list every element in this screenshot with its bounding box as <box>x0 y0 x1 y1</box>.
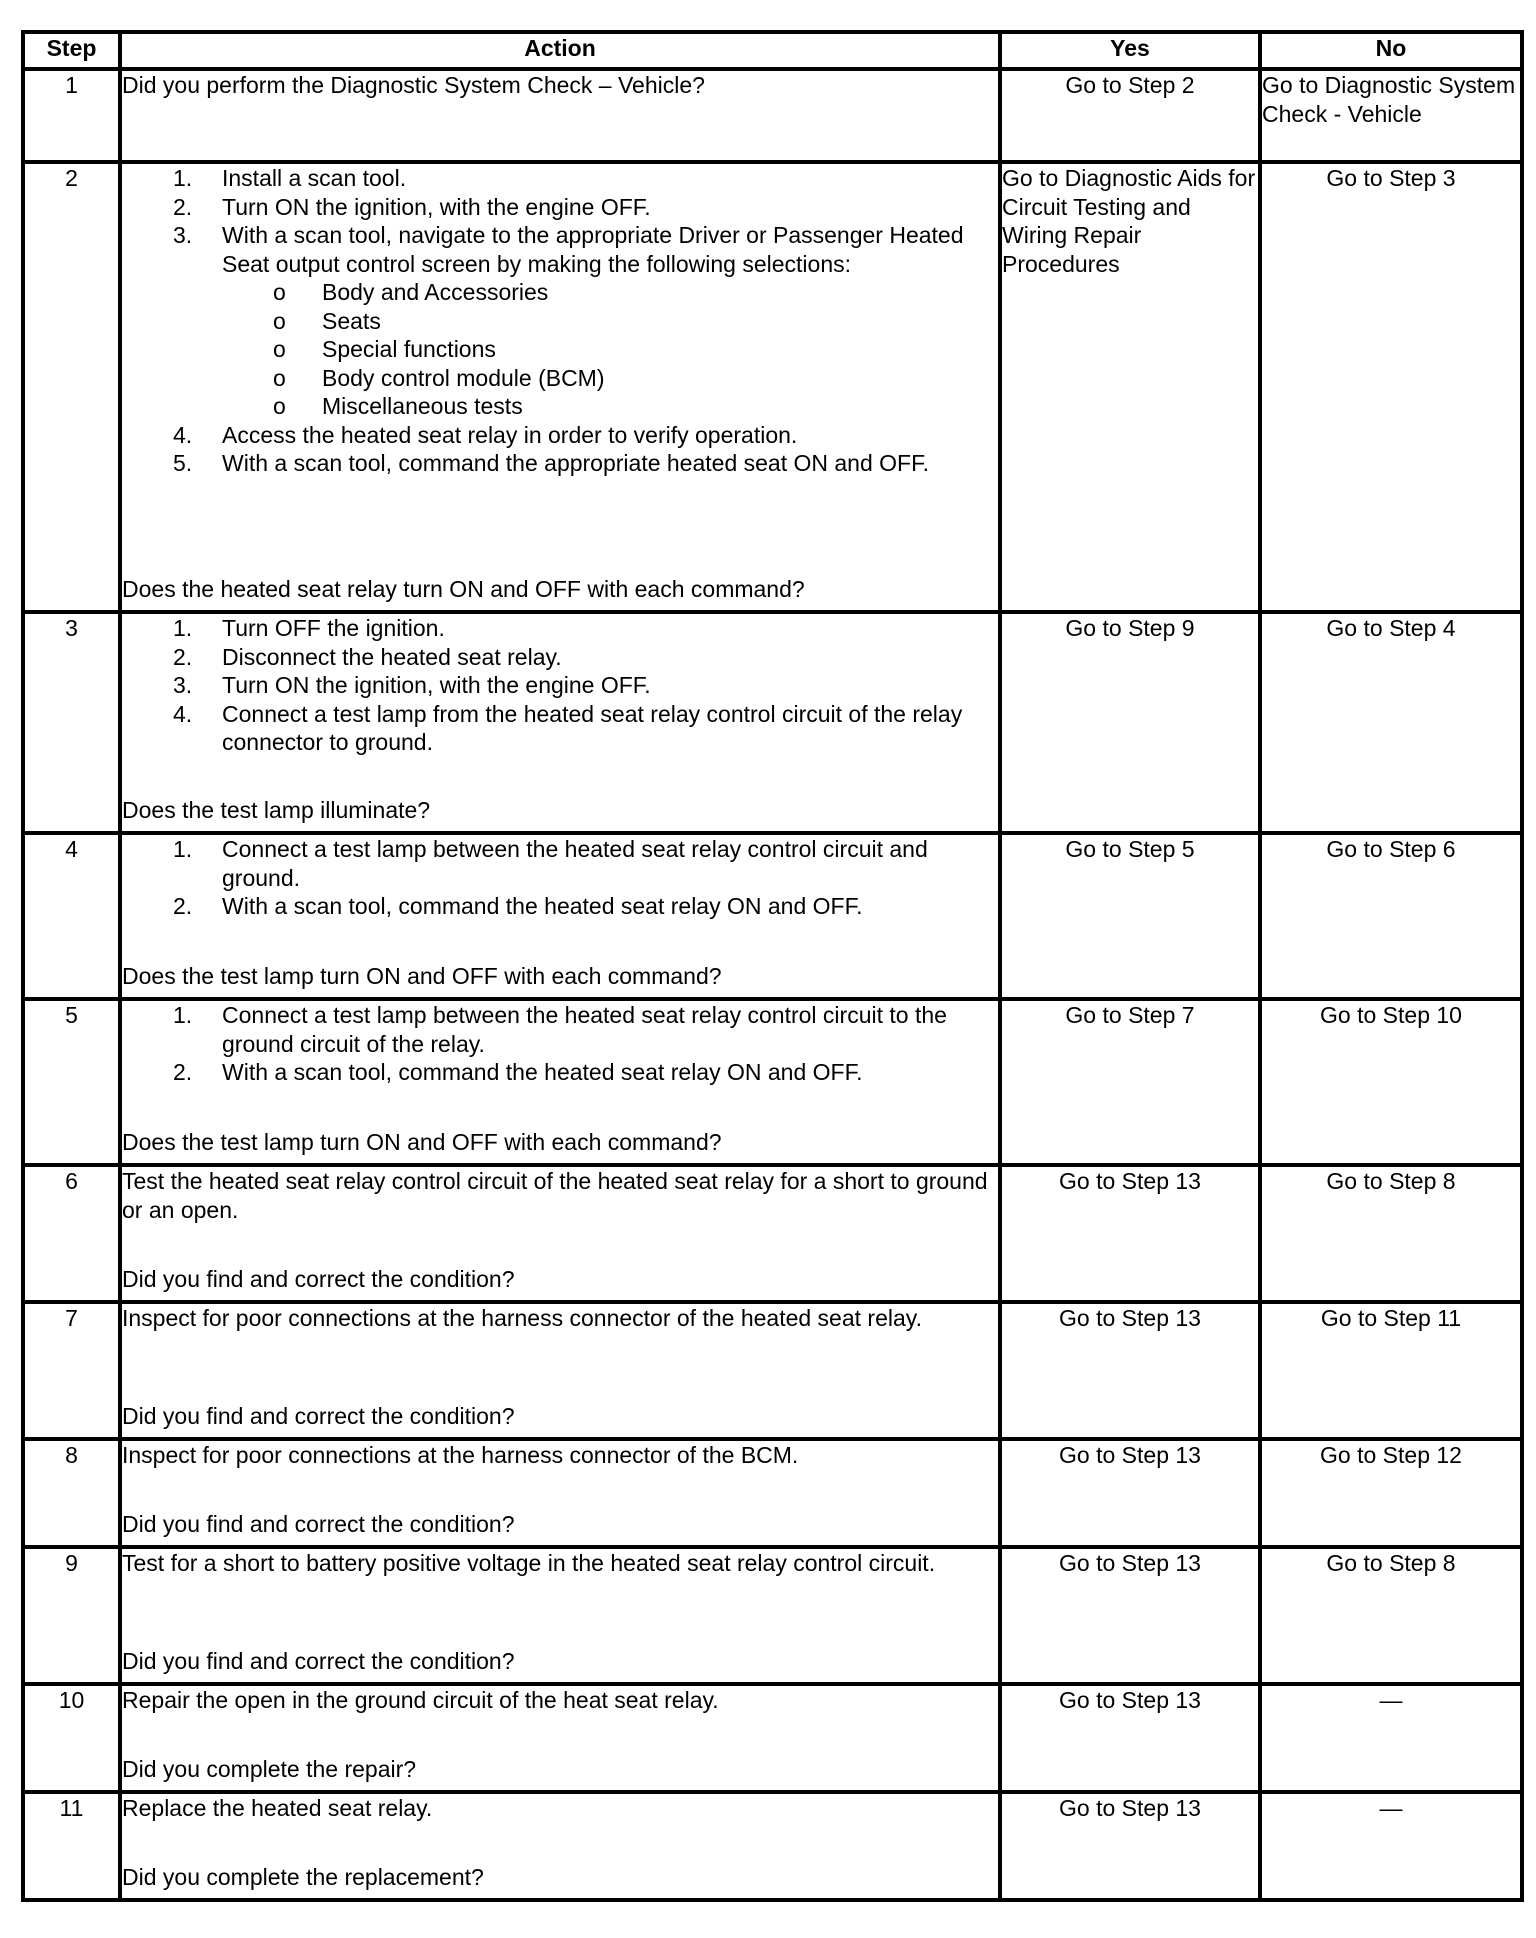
action-content <box>122 614 998 824</box>
action-cell <box>120 1684 1000 1792</box>
list-number: 4. <box>173 700 193 727</box>
action-cell <box>120 162 1000 612</box>
action-cell <box>120 612 1000 833</box>
header-step: Step <box>23 32 120 69</box>
bullet-icon: o <box>273 393 286 419</box>
action-instructions <box>122 1167 998 1224</box>
table-row <box>23 999 1522 1165</box>
action-content <box>122 1686 998 1783</box>
action-instructions <box>122 835 998 921</box>
yes-outcome: Go to Step 2 <box>1000 69 1260 162</box>
list-number: 1. <box>173 836 193 862</box>
bullet-icon: o <box>273 364 286 391</box>
no-outcome: Go to Step 8 <box>1260 1165 1522 1302</box>
step-number: 6 <box>23 1165 120 1302</box>
action-intro: Test the heated seat relay control circuit of the heated seat relay for a short to ground or an open. <box>122 1168 988 1223</box>
header-no: No <box>1260 32 1522 69</box>
action-content <box>122 1549 998 1675</box>
list-number: 3. <box>173 672 193 698</box>
action-question: Did you find and correct the condition? <box>122 1402 515 1429</box>
list-item <box>173 221 998 421</box>
list-text: Install a scan tool. <box>222 165 407 191</box>
header-row <box>23 32 1522 69</box>
table-row <box>23 69 1522 162</box>
table-row <box>23 162 1522 612</box>
list-number: 3. <box>173 222 193 248</box>
list-item <box>173 671 998 700</box>
action-content <box>122 835 998 990</box>
no-outcome: Go to Step 10 <box>1260 999 1522 1165</box>
list-text: With a scan tool, command the heated seat relay ON and OFF. <box>222 1059 863 1085</box>
yes-outcome: Go to Step 13 <box>1000 1302 1260 1439</box>
action-instructions <box>122 1001 998 1087</box>
step-number: 9 <box>23 1547 120 1684</box>
action-instructions <box>122 1304 998 1333</box>
step-number: 10 <box>23 1684 120 1792</box>
numbered-list <box>122 614 998 757</box>
action-intro: Did you perform the Diagnostic System Check – Vehicle? <box>122 72 705 98</box>
header-action: Action <box>120 32 1000 69</box>
list-number: 2. <box>173 643 193 670</box>
list-item <box>173 835 998 892</box>
yes-outcome: Go to Step 9 <box>1000 612 1260 833</box>
table-row <box>23 1439 1522 1547</box>
action-cell <box>120 1792 1000 1900</box>
action-instructions <box>122 71 998 100</box>
list-text: Connect a test lamp between the heated seat relay control circuit and ground. <box>222 836 928 891</box>
action-cell <box>120 833 1000 999</box>
list-text: Turn ON the ignition, with the engine OFF. <box>222 193 651 220</box>
table-body <box>23 69 1522 1900</box>
header-yes: Yes <box>1000 32 1260 69</box>
action-instructions <box>122 614 998 757</box>
yes-outcome: Go to Step 13 <box>1000 1165 1260 1302</box>
no-outcome: — <box>1260 1792 1522 1900</box>
table-row <box>23 1792 1522 1900</box>
list-item <box>173 892 998 921</box>
action-content <box>122 1794 998 1891</box>
table-row <box>23 1165 1522 1302</box>
step-number: 2 <box>23 162 120 612</box>
list-text: Disconnect the heated seat relay. <box>222 643 562 670</box>
numbered-list <box>122 164 998 478</box>
sub-list-item <box>273 335 998 364</box>
action-instructions <box>122 1441 998 1470</box>
list-number: 2. <box>173 893 193 919</box>
sub-list-item <box>273 392 998 421</box>
yes-outcome: Go to Step 13 <box>1000 1684 1260 1792</box>
no-outcome: — <box>1260 1684 1522 1792</box>
action-cell <box>120 1302 1000 1439</box>
numbered-list <box>122 835 998 921</box>
action-instructions <box>122 1549 998 1578</box>
list-item <box>173 449 998 478</box>
action-intro: Replace the heated seat relay. <box>122 1795 433 1821</box>
action-cell <box>120 1165 1000 1302</box>
action-question: Does the test lamp illuminate? <box>122 796 431 823</box>
list-number: 1. <box>173 1002 193 1028</box>
action-question: Does the test lamp turn ON and OFF with each command? <box>122 962 722 989</box>
yes-outcome: Go to Step 7 <box>1000 999 1260 1165</box>
sub-list-item <box>273 364 998 393</box>
list-text: With a scan tool, navigate to the appropriate Driver or Passenger Heated Seat output control screen by making the following selections: <box>222 222 964 277</box>
list-number: 2. <box>173 1059 193 1085</box>
yes-outcome: Go to Step 13 <box>1000 1547 1260 1684</box>
no-outcome: Go to Step 6 <box>1260 833 1522 999</box>
list-text: With a scan tool, command the heated seat relay ON and OFF. <box>222 893 863 919</box>
table-row <box>23 612 1522 833</box>
sub-list-text: Special functions <box>322 336 496 362</box>
sub-list-text: Body and Accessories <box>322 279 549 305</box>
action-question: Did you find and correct the condition? <box>122 1510 515 1537</box>
list-text: Turn ON the ignition, with the engine OFF. <box>222 672 651 698</box>
bullet-icon: o <box>273 336 286 362</box>
table-row <box>23 1547 1522 1684</box>
yes-outcome: Go to Step 13 <box>1000 1439 1260 1547</box>
yes-outcome: Go to Step 13 <box>1000 1792 1260 1900</box>
action-intro: Inspect for poor connections at the harness connector of the BCM. <box>122 1442 799 1468</box>
action-instructions <box>122 164 998 478</box>
list-number: 4. <box>173 421 193 448</box>
action-cell <box>120 1547 1000 1684</box>
action-content <box>122 164 998 603</box>
action-cell <box>120 1439 1000 1547</box>
list-item <box>173 1058 998 1087</box>
action-question: Did you find and correct the condition? <box>122 1265 515 1292</box>
sub-list-text: Miscellaneous tests <box>322 393 523 419</box>
list-text: Connect a test lamp between the heated seat relay control circuit to the ground circuit of the relay. <box>222 1002 947 1057</box>
sub-list-text: Body control module (BCM) <box>322 364 605 391</box>
action-question: Does the heated seat relay turn ON and OFF with each command? <box>122 575 805 602</box>
list-item <box>173 1001 998 1058</box>
no-outcome: Go to Step 3 <box>1260 162 1522 612</box>
list-number: 2. <box>173 193 193 220</box>
sub-list-text: Seats <box>322 307 381 334</box>
action-intro: Test for a short to battery positive voltage in the heated seat relay control circuit. <box>122 1550 936 1576</box>
step-number: 8 <box>23 1439 120 1547</box>
step-number: 5 <box>23 999 120 1165</box>
no-outcome: Go to Step 8 <box>1260 1547 1522 1684</box>
list-item <box>173 614 998 643</box>
action-instructions <box>122 1794 998 1823</box>
list-number: 1. <box>173 615 193 641</box>
yes-outcome: Go to Step 5 <box>1000 833 1260 999</box>
action-cell <box>120 69 1000 162</box>
sub-list <box>222 278 998 421</box>
list-item <box>173 193 998 222</box>
step-number: 7 <box>23 1302 120 1439</box>
no-outcome: Go to Step 4 <box>1260 612 1522 833</box>
bullet-icon: o <box>273 279 286 305</box>
action-question: Does the test lamp turn ON and OFF with each command? <box>122 1128 722 1155</box>
action-question: Did you complete the replacement? <box>122 1863 484 1890</box>
step-number: 1 <box>23 69 120 162</box>
bullet-icon: o <box>273 307 286 334</box>
action-content <box>122 1441 998 1538</box>
action-content <box>122 1304 998 1430</box>
list-item <box>173 164 998 193</box>
action-intro: Repair the open in the ground circuit of the heat seat relay. <box>122 1687 719 1713</box>
action-intro: Inspect for poor connections at the harness connector of the heated seat relay. <box>122 1305 922 1331</box>
yes-outcome: Go to Diagnostic Aids for Circuit Testing and Wiring Repair Procedures <box>1000 162 1260 612</box>
list-item <box>173 700 998 757</box>
no-outcome: Go to Step 12 <box>1260 1439 1522 1547</box>
action-instructions <box>122 1686 998 1715</box>
step-number: 11 <box>23 1792 120 1900</box>
sub-list-item <box>273 307 998 336</box>
numbered-list <box>122 1001 998 1087</box>
list-text: Access the heated seat relay in order to verify operation. <box>222 421 798 448</box>
list-item <box>173 421 998 450</box>
action-content <box>122 1167 998 1293</box>
table-row <box>23 1302 1522 1439</box>
table-row <box>23 1684 1522 1792</box>
list-number: 5. <box>173 450 193 476</box>
step-number: 4 <box>23 833 120 999</box>
step-number: 3 <box>23 612 120 833</box>
list-text: Connect a test lamp from the heated seat relay control circuit of the relay connector to ground. <box>222 700 963 755</box>
no-outcome: Go to Diagnostic System Check - Vehicle <box>1260 69 1522 162</box>
list-text: With a scan tool, command the appropriate heated seat ON and OFF. <box>222 450 929 476</box>
list-text: Turn OFF the ignition. <box>222 615 445 641</box>
action-content <box>122 1001 998 1156</box>
table-row <box>23 833 1522 999</box>
list-item <box>173 643 998 672</box>
no-outcome: Go to Step 11 <box>1260 1302 1522 1439</box>
diagnostic-table <box>21 30 1524 1902</box>
list-number: 1. <box>173 165 193 191</box>
action-content <box>122 71 998 153</box>
sub-list-item <box>273 278 998 307</box>
action-question: Did you find and correct the condition? <box>122 1647 515 1674</box>
action-cell <box>120 999 1000 1165</box>
action-question: Did you complete the repair? <box>122 1755 417 1782</box>
